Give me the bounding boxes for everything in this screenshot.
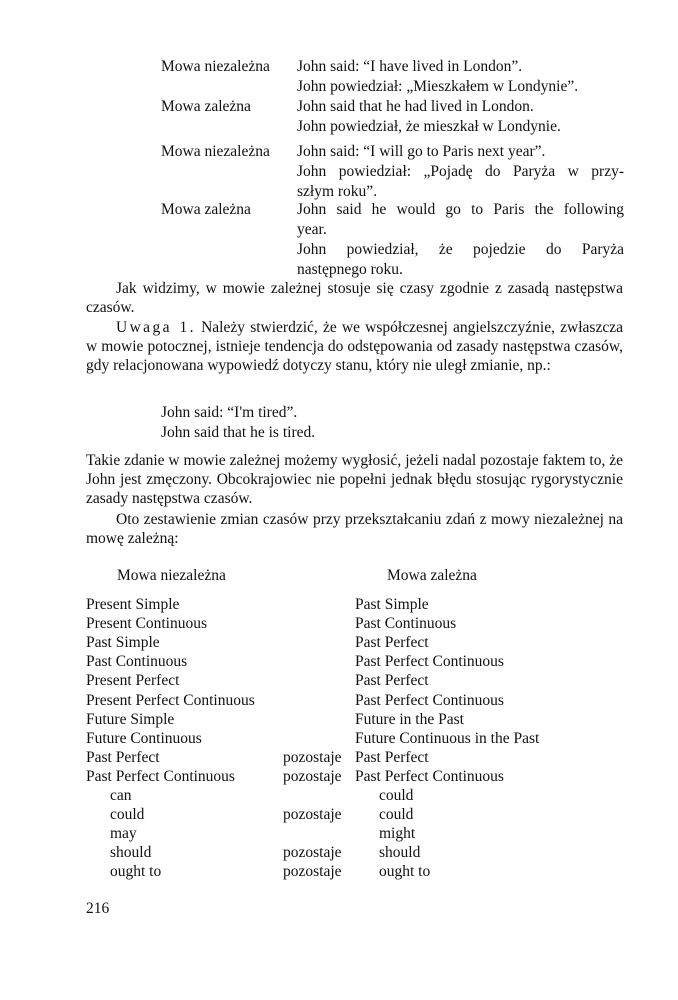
example-line: John said that he had lived in London. — [297, 98, 534, 115]
tense-reported: Past Perfect — [355, 748, 429, 766]
tense-direct: should — [110, 844, 152, 862]
table-header-direct: Mowa niezależna — [117, 567, 226, 584]
quote-example — [161, 403, 315, 443]
tense-reported: Past Perfect — [355, 634, 429, 652]
tense-reported: ought to — [379, 863, 431, 881]
paragraph-sequence-of-tenses: Jak widzimy, w mowie zależnej stosuje się czasy zgodnie z zasadą następstwa czasów. — [86, 280, 623, 316]
tense-direct: could — [110, 806, 145, 824]
table-header-reported: Mowa zależna — [387, 567, 477, 584]
page-number: 216 — [86, 900, 110, 917]
tense-remains: pozostaje — [283, 863, 342, 881]
tense-reported: Past Perfect — [355, 672, 429, 690]
tense-direct: Present Perfect Continuous — [86, 691, 255, 709]
tense-direct: Future Simple — [86, 710, 175, 728]
tense-reported: should — [379, 844, 421, 862]
example-label: Mowa niezależna — [161, 58, 270, 75]
paragraph-explanation: Takie zdanie w mowie zależnej możemy wygłosić, jeżeli nadal pozostaje faktem to, że John jest zmęczony. Obcokrajowiec nie popełni jednak błędu stosując rygorystycznie zasady następstwa czasów. — [86, 452, 623, 507]
tense-direct: can — [110, 787, 132, 804]
tense-direct: Past Continuous — [86, 653, 188, 671]
tense-reported: Past Continuous — [355, 615, 457, 633]
tense-reported: might — [379, 825, 416, 843]
example-line: John powiedział: „Mieszkałem w Londynie”. — [297, 78, 579, 95]
tense-reported: could — [379, 787, 414, 804]
tense-remains: pozostaje — [283, 767, 342, 785]
tense-reported: could — [379, 806, 414, 824]
tense-reported: Future Continuous in the Past — [355, 729, 540, 747]
example-line: year. — [297, 221, 327, 238]
example-line: John said: “I have lived in London”. — [297, 58, 523, 75]
example-line: szłym roku”. — [297, 183, 378, 200]
tense-reported: Future in the Past — [355, 710, 464, 728]
example-line: John powiedział, że mieszkał w Londynie. — [297, 118, 561, 135]
tense-remains: pozostaje — [283, 748, 342, 766]
paragraph-note — [86, 318, 623, 375]
tense-remains: pozostaje — [283, 844, 342, 862]
tense-reported: Past Perfect Continuous — [355, 767, 504, 785]
example-line: John said he would go to Paris the following — [297, 201, 624, 218]
tense-direct: Past Simple — [86, 634, 160, 652]
example-label: Mowa zależna — [161, 98, 251, 115]
tense-reported: Past Perfect Continuous — [355, 691, 504, 709]
tense-remains: pozostaje — [283, 806, 342, 824]
tense-direct: Past Perfect — [86, 748, 160, 766]
example-label: Mowa zależna — [161, 201, 251, 218]
tense-reported: Past Perfect Continuous — [355, 653, 504, 671]
tense-direct: Past Perfect Continuous — [86, 767, 235, 785]
tense-reported: Past Simple — [355, 596, 429, 613]
tense-direct: may — [110, 825, 137, 843]
tense-direct: ought to — [110, 863, 162, 881]
example-line: John powiedział, że pojedzie do Paryża — [297, 241, 624, 258]
note-label: Uwaga 1. — [116, 319, 196, 336]
quote-line: John said that he is tired. — [161, 424, 316, 441]
example-line: John said: “I will go to Paris next year”. — [297, 143, 546, 160]
example-label: Mowa niezależna — [161, 143, 270, 160]
example-line: John powiedział: „Pojadę do Paryża w przy- — [297, 163, 624, 180]
paragraph-table-intro: Oto zestawienie zmian czasów przy przekształcaniu zdań z mowy niezależnej na mowę zależną: — [86, 511, 623, 547]
quote-line: John said: “I'm tired”. — [161, 404, 298, 421]
example-line: następnego roku. — [297, 261, 403, 278]
note-text: Należy stwierdzić, że we współczesnej angielszczyźnie, zwłaszcza w mowie potocznej, istnieje tendencja do odstępowania od zasady następstwa czasów, gdy relacjonowana wypowiedź dotyczy stanu, który nie uległ zmianie, np.: — [86, 319, 623, 374]
tense-direct: Present Perfect — [86, 672, 180, 690]
tense-direct: Present Continuous — [86, 615, 207, 633]
tense-direct: Future Continuous — [86, 729, 202, 747]
tense-direct: Present Simple — [86, 596, 180, 613]
